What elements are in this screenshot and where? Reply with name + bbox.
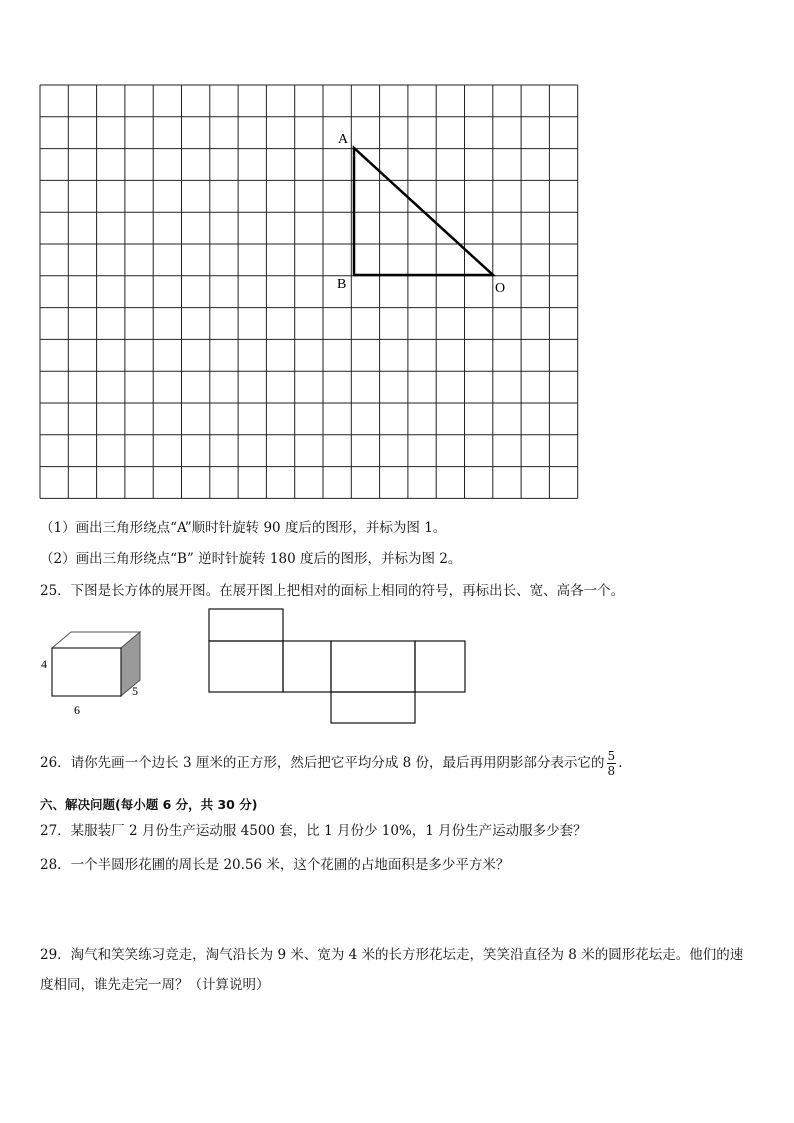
question-29-line-2: 度相同，谁先走完一周？（计算说明）	[40, 977, 270, 993]
question-26-end: .	[618, 755, 623, 771]
net-face-bottom	[331, 692, 415, 723]
triangle-abo	[354, 148, 493, 275]
grid-figure	[38, 84, 583, 504]
cuboid-figure	[38, 628, 150, 722]
question-26-text: 26．请你先画一个边长 3 厘米的正方形，然后把它平均分成 8 份，最后再用阴影部分表示它的	[40, 755, 605, 771]
cuboid-front-face	[52, 648, 121, 696]
triangle-shape	[354, 148, 493, 275]
question-29-line-1: 29．淘气和笑笑练习竞走，淘气沿长为 9 米、宽为 4 米的长方形花坛走，笑笑沿直径为 8 米的圆形花坛走。他们的速	[40, 947, 744, 963]
question-24-part-2: （2）画出三角形绕点“B” 逆时针旋转 180 度后的图形，并标为图 2。	[40, 551, 462, 567]
question-26	[40, 744, 622, 782]
point-label-b: B	[337, 277, 347, 292]
section-6-title: 六、解决问题(每小题 6 分，共 30 分)	[40, 797, 258, 812]
net-face-center	[331, 641, 415, 692]
net-face-right	[415, 641, 465, 692]
fraction-numerator: 5	[607, 749, 616, 763]
cuboid-length-label: 6	[74, 703, 80, 717]
fraction-denominator: 8	[607, 764, 616, 778]
fraction-five-eighths	[607, 749, 617, 778]
cuboid-net	[205, 605, 470, 728]
point-label-a: A	[338, 132, 349, 147]
question-24-part-1: （1）画出三角形绕点“A”顺时针旋转 90 度后的图形，并标为图 1。	[40, 520, 447, 536]
question-25: 25．下图是长方体的展开图。在展开图上把相对的面标上相同的符号，再标出长、宽、高各一个。	[40, 583, 625, 599]
cuboid-height-label: 4	[41, 657, 47, 671]
cuboid-width-label: 5	[132, 684, 138, 698]
point-label-o: O	[495, 281, 506, 296]
net-face-left	[209, 641, 283, 692]
net-face-top	[209, 609, 283, 641]
net-face-middle-left	[283, 641, 331, 692]
question-28: 28．一个半圆形花圃的周长是 20.56 米，这个花圃的占地面积是多少平方米？	[40, 857, 510, 873]
question-27: 27．某服装厂 2 月份生产运动服 4500 套，比 1 月份少 10%，1 月份生产运动服多少套？	[40, 823, 587, 839]
